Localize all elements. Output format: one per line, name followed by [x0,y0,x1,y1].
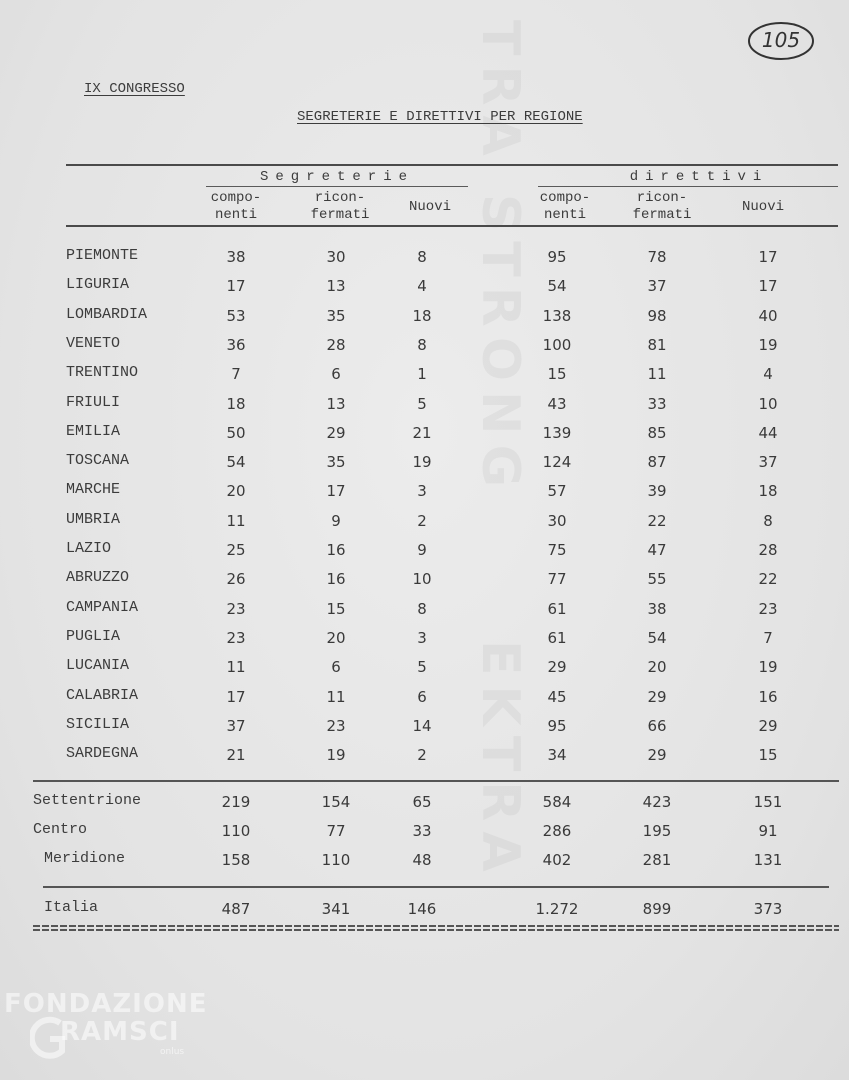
row-label: SARDEGNA [66,745,139,763]
direttivi-riconfermati-cell: 54 [647,628,667,647]
segreterie-nuovi-cell: 9 [417,541,427,559]
direttivi-componenti-cell: 30 [547,511,567,530]
row-label: TOSCANA [66,452,130,470]
direttivi-nuovi-cell: 16 [758,687,778,706]
row-label: UMBRIA [66,510,121,528]
segreterie-componenti-cell: 23 [226,599,246,618]
direttivi-nuovi-cell: 373 [753,900,783,918]
segreterie-nuovi-cell: 4 [417,277,427,296]
direttivi-riconfermati-cell: 55 [647,570,667,589]
direttivi-riconfermati-cell: 33 [647,394,667,413]
row-label: SICILIA [66,715,130,733]
direttivi-componenti-cell: 95 [547,716,567,735]
direttivi-nuovi-cell: 131 [753,851,783,869]
segreterie-componenti-cell: 54 [226,453,246,472]
row-label: MARCHE [66,481,121,499]
segreterie-riconfermati-cell: 35 [326,306,346,325]
direttivi-nuovi-cell: 23 [758,599,778,618]
watermark-stamp-strong [470,20,530,497]
logo-line-2: RAMSCI [60,1017,180,1047]
segreterie-nuovi-cell: 5 [417,394,427,413]
row-label: EMILIA [66,422,121,440]
row-label: ABRUZZO [66,569,130,587]
direttivi-componenti-cell: 77 [547,570,567,589]
direttivi-riconfermati-cell: 39 [647,482,667,501]
row-label: LUCANIA [66,657,130,675]
direttivi-componenti-cell: 54 [547,277,567,296]
direttivi-componenti-cell: 584 [542,793,572,811]
col-header-line: fermati [310,207,370,223]
row-label: Centro [33,821,88,838]
row-label: LIGURIA [66,276,130,294]
segreterie-riconfermati-cell: 17 [326,482,346,501]
direttivi-header: direttivi [629,169,769,185]
direttivi-componenti-cell: 139 [542,423,572,442]
segreterie-componenti-cell: 36 [226,335,246,354]
direttivi-nuovi-cell: 91 [758,822,778,840]
page-number: 105 [761,28,801,52]
segreterie-componenti-cell: 25 [226,541,246,559]
segreterie-riconfermati-cell: 35 [326,453,346,472]
segreterie-nuovi-cell: 1 [417,365,427,384]
row-label: Meridione [44,850,126,867]
direttivi-riconfermati-cell: 20 [647,658,667,677]
segreterie-componenti-cell: 38 [226,248,246,266]
col-header-line: nenti [543,207,586,223]
segreterie-nuovi-cell: 2 [417,746,427,765]
segreterie-nuovi-cell: 65 [412,793,432,811]
direttivi-nuovi-cell: 19 [758,335,778,354]
direttivi-nuovi-cell: 15 [758,746,778,765]
areas-bottom-rule [43,886,829,888]
segreterie-riconfermati-cell: 16 [326,570,346,589]
segreterie-nuovi-cell: 3 [417,482,427,501]
segreterie-nuovi-cell: 146 [407,900,437,918]
direttivi-nuovi-cell: 8 [763,511,773,530]
row-label: LAZIO [66,540,112,557]
direttivi-componenti-cell: 61 [547,599,567,618]
direttivi-componenti-cell: 1.272 [535,900,579,918]
segreterie-riconfermati-cell: 341 [321,900,351,918]
segreterie-componenti-cell: 18 [226,394,246,413]
col-header-s-riconfermati [298,190,382,224]
segreterie-riconfermati-cell: 154 [321,793,351,811]
segreterie-riconfermati-cell: 13 [326,394,346,413]
segreterie-componenti-cell: 110 [221,822,251,840]
direttivi-riconfermati-cell: 11 [647,365,667,384]
segreterie-riconfermati-cell: 15 [326,599,346,618]
segreterie-componenti-cell: 23 [226,628,246,647]
row-label: PUGLIA [66,627,121,645]
direttivi-nuovi-cell: 28 [758,541,778,559]
direttivi-componenti-cell: 75 [547,541,567,559]
direttivi-nuovi-cell: 22 [758,570,778,589]
segreterie-group-rule [206,186,468,187]
segreterie-riconfermati-cell: 19 [326,746,346,765]
direttivi-riconfermati-cell: 899 [642,900,672,918]
direttivi-nuovi-cell: 151 [753,793,783,811]
segreterie-riconfermati-cell: 11 [326,687,346,706]
col-header-line: nenti [214,207,257,223]
direttivi-riconfermati-cell: 38 [647,599,667,618]
segreterie-componenti-cell: 487 [221,900,251,918]
direttivi-nuovi-cell: 10 [758,394,778,413]
segreterie-componenti-cell: 21 [226,746,246,765]
direttivi-nuovi-cell: 4 [763,365,773,384]
double-dashed-rule [33,925,839,932]
col-header-d-nuovi: Nuovi [741,199,784,215]
direttivi-riconfermati-cell: 87 [647,453,667,472]
segreterie-nuovi-cell: 18 [412,306,432,325]
segreterie-riconfermati-cell: 77 [326,822,346,840]
watermark-stamp-ektra [470,640,530,882]
direttivi-nuovi-cell: 29 [758,716,778,735]
congress-label: IX CONGRESSO [84,81,185,97]
header-top-rule [66,164,838,166]
row-label: PIEMONTE [66,247,139,264]
direttivi-riconfermati-cell: 423 [642,793,672,811]
direttivi-componenti-cell: 15 [547,365,567,384]
segreterie-nuovi-cell: 8 [417,335,427,354]
col-header-d-componenti [525,190,605,224]
direttivi-nuovi-cell: 44 [758,423,778,442]
row-label: CAMPANIA [66,598,139,616]
direttivi-componenti-cell: 286 [542,822,572,840]
row-label: LOMBARDIA [66,305,148,323]
direttivi-componenti-cell: 61 [547,628,567,647]
logo-line-1: FONDAZIONE [4,989,208,1019]
segreterie-nuovi-cell: 8 [417,599,427,618]
direttivi-riconfermati-cell: 22 [647,511,667,530]
direttivi-componenti-cell: 29 [547,658,567,677]
segreterie-componenti-cell: 11 [226,511,246,530]
segreterie-componenti-cell: 17 [226,687,246,706]
segreterie-nuovi-cell: 5 [417,658,427,677]
direttivi-nuovi-cell: 17 [758,277,778,296]
direttivi-componenti-cell: 100 [542,335,572,354]
direttivi-componenti-cell: 95 [547,248,567,266]
segreterie-riconfermati-cell: 29 [326,423,346,442]
direttivi-nuovi-cell: 17 [758,248,778,266]
direttivi-riconfermati-cell: 66 [647,716,667,735]
segreterie-componenti-cell: 53 [226,306,246,325]
segreterie-nuovi-cell: 33 [412,822,432,840]
row-label: Italia [44,899,99,916]
segreterie-componenti-cell: 17 [226,277,246,296]
col-header-line: ricon- [636,190,688,206]
direttivi-nuovi-cell: 37 [758,453,778,472]
col-header-line: compo- [210,190,262,206]
segreterie-nuovi-cell: 48 [412,851,432,869]
direttivi-riconfermati-cell: 195 [642,822,672,840]
regions-bottom-rule [33,780,839,782]
segreterie-riconfermati-cell: 30 [326,248,346,266]
row-label: VENETO [66,334,121,352]
segreterie-riconfermati-cell: 6 [331,658,341,677]
segreterie-componenti-cell: 20 [226,482,246,501]
segreterie-componenti-cell: 50 [226,423,246,442]
direttivi-riconfermati-cell: 47 [647,541,667,559]
direttivi-riconfermati-cell: 98 [647,306,667,325]
direttivi-riconfermati-cell: 78 [647,248,667,266]
segreterie-componenti-cell: 158 [221,851,251,869]
segreterie-nuovi-cell: 19 [412,453,432,472]
segreterie-riconfermati-cell: 20 [326,628,346,647]
segreterie-componenti-cell: 219 [221,793,251,811]
direttivi-componenti-cell: 57 [547,482,567,501]
row-label: Settentrione [33,792,142,809]
page-number-circle [746,20,816,62]
fondazione-gramsci-logo [0,985,220,1080]
direttivi-riconfermati-cell: 281 [642,851,672,869]
direttivi-nuovi-cell: 7 [763,628,773,647]
segreterie-componenti-cell: 37 [226,716,246,735]
segreterie-nuovi-cell: 2 [417,511,427,530]
direttivi-componenti-cell: 124 [542,453,572,472]
segreterie-componenti-cell: 7 [231,365,241,384]
segreterie-nuovi-cell: 3 [417,628,427,647]
document-title: SEGRETERIE E DIRETTIVI PER REGIONE [297,109,583,125]
direttivi-group-rule [538,186,838,187]
col-header-s-nuovi: Nuovi [408,199,451,215]
logo-line-3: onlus [160,1047,185,1057]
row-label: TRENTINO [66,364,139,382]
direttivi-riconfermati-cell: 81 [647,335,667,354]
segreterie-nuovi-cell: 6 [417,687,427,706]
segreterie-nuovi-cell: 10 [412,570,432,589]
direttivi-componenti-cell: 138 [542,306,572,325]
segreterie-riconfermati-cell: 28 [326,335,346,354]
segreterie-riconfermati-cell: 16 [326,541,346,559]
segreterie-nuovi-cell: 8 [417,248,427,266]
col-header-line: fermati [632,207,692,223]
segreterie-componenti-cell: 11 [226,658,246,677]
col-header-line: compo- [539,190,591,206]
segreterie-nuovi-cell: 14 [412,716,432,735]
direttivi-componenti-cell: 34 [547,746,567,765]
col-header-s-componenti [196,190,276,224]
col-header-d-riconfermati [620,190,704,224]
header-bottom-rule [66,225,838,227]
segreterie-riconfermati-cell: 110 [321,851,351,869]
segreterie-componenti-cell: 26 [226,570,246,589]
row-label: FRIULI [66,393,121,411]
direttivi-nuovi-cell: 18 [758,482,778,501]
segreterie-header: Segreterie [259,169,414,185]
segreterie-riconfermati-cell: 13 [326,277,346,296]
segreterie-riconfermati-cell: 9 [331,511,341,530]
direttivi-riconfermati-cell: 85 [647,423,667,442]
direttivi-componenti-cell: 45 [547,687,567,706]
direttivi-componenti-cell: 402 [542,851,572,869]
direttivi-nuovi-cell: 19 [758,658,778,677]
row-label: CALABRIA [66,686,139,704]
direttivi-riconfermati-cell: 29 [647,746,667,765]
segreterie-riconfermati-cell: 23 [326,716,346,735]
direttivi-nuovi-cell: 40 [758,306,778,325]
segreterie-nuovi-cell: 21 [412,423,432,442]
segreterie-riconfermati-cell: 6 [331,365,341,384]
direttivi-componenti-cell: 43 [547,394,567,413]
col-header-line: ricon- [314,190,366,206]
direttivi-riconfermati-cell: 29 [647,687,667,706]
direttivi-riconfermati-cell: 37 [647,277,667,296]
